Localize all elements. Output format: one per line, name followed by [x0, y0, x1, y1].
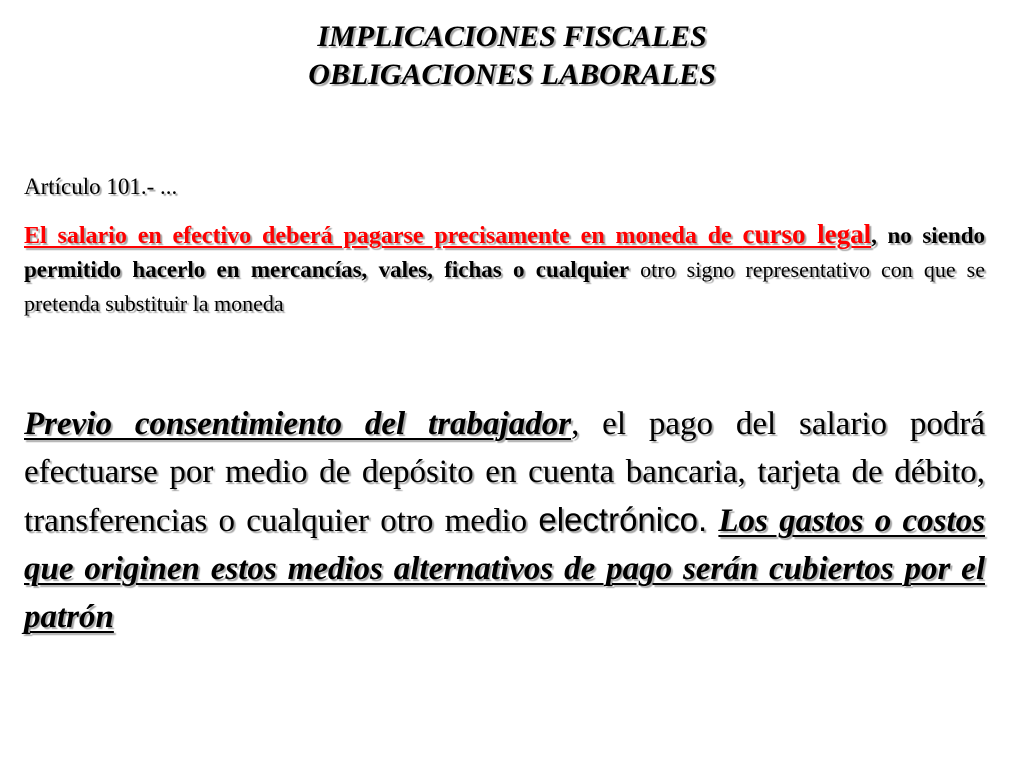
- spacer-text: [707, 503, 718, 539]
- paragraph1-continuation: , no siendo permitido hacerlo en mercancías, vales, fichas o cualquier: [24, 223, 985, 282]
- title-line-1: IMPLICACIONES FISCALES: [317, 20, 707, 53]
- paragraph1-ending: otro signo representativo con que se pretenda substituir la moneda: [24, 257, 986, 316]
- title-line-2: OBLIGACIONES LABORALES: [308, 58, 716, 91]
- slide-title: [0, 18, 1024, 94]
- payment-methods-paragraph: [24, 400, 985, 641]
- employer-costs-emphasis: Los gastos o costos que originen estos medios alternativos de pago serán cubiertos por el patrón: [24, 503, 985, 635]
- consent-emphasis: Previo consentimiento del trabajador: [24, 406, 572, 442]
- lead-text-part-a: El salario en efectivo deberá pagarse precisamente en moneda de: [24, 223, 743, 249]
- article-heading: Artículo 101.- ...: [24, 174, 178, 199]
- electronic-word: electrónico.: [538, 501, 708, 538]
- payment-methods-text: , el pago del salario podrá efectuarse por medio de depósito en cuenta bancaria, tarjeta de débito, transferencias o cualquier otro medio: [24, 406, 985, 539]
- lead-text-curso-legal: curso legal: [742, 219, 872, 249]
- highlighted-lead-text: [24, 219, 872, 249]
- salary-cash-paragraph: [24, 218, 985, 321]
